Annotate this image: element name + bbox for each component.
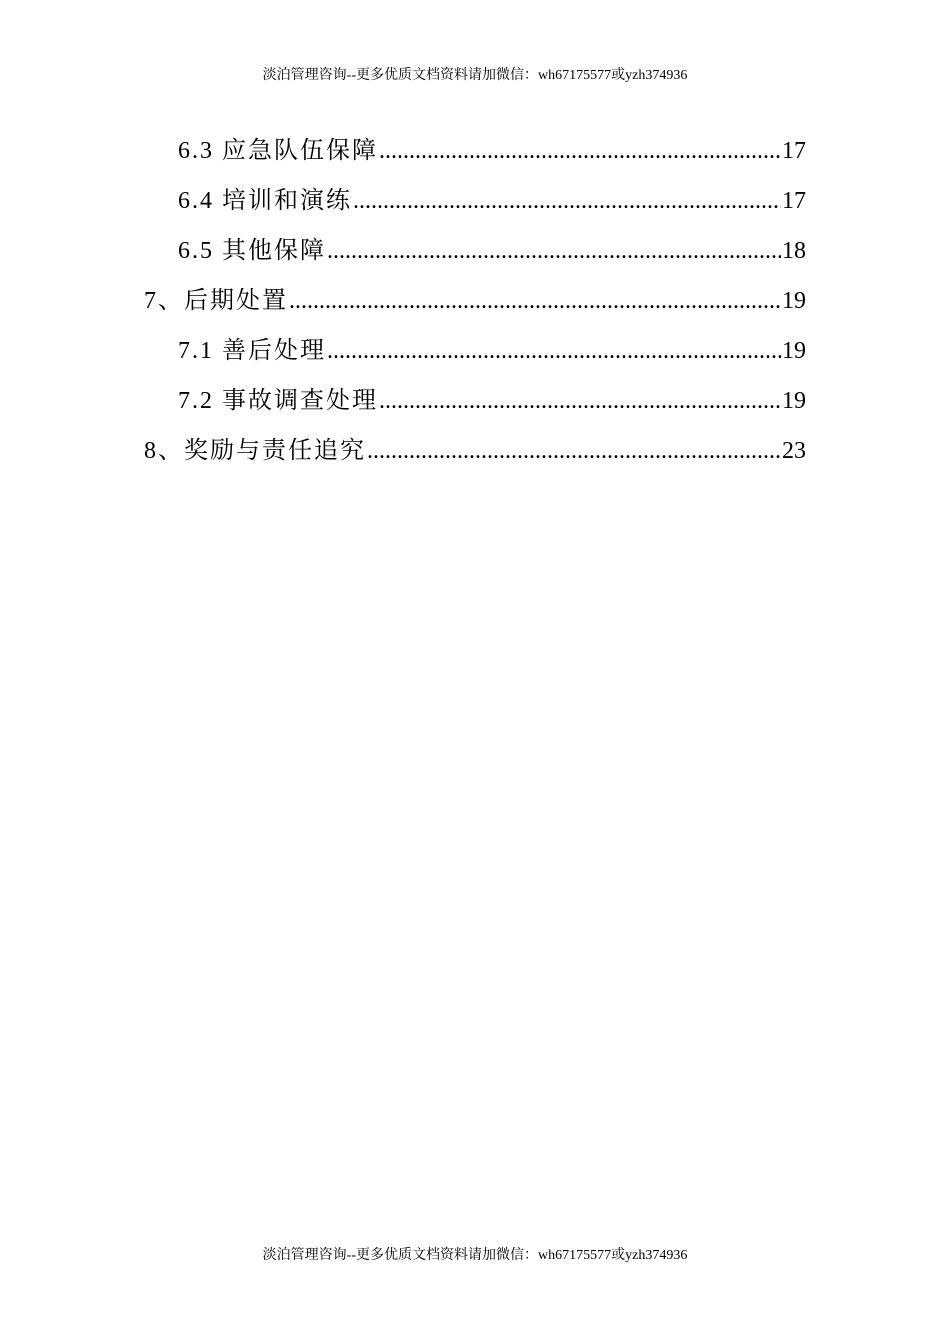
toc-leader-dots xyxy=(367,436,781,466)
page-header: 淡泊管理咨询--更多优质文档资料请加微信：wh67175577或yzh374936 xyxy=(262,68,688,83)
toc-entry-label: 6.4 培训和演练 xyxy=(178,188,352,214)
toc-leader-dots xyxy=(327,336,781,366)
toc-entry-label: 6.3 应急队伍保障 xyxy=(178,138,378,164)
toc-entry-label: 8、奖励与责任追究 xyxy=(144,438,366,464)
toc-leader-dots xyxy=(353,186,781,216)
toc-entry-label: 6.5 其他保障 xyxy=(178,238,326,264)
toc-entry-6-5[interactable] xyxy=(178,226,806,266)
toc-entry-page-number: 19 xyxy=(782,338,806,364)
toc-entry-8[interactable] xyxy=(144,426,806,466)
toc-entry-7-2[interactable] xyxy=(178,376,806,416)
toc-entry-label: 7、后期处置 xyxy=(144,288,288,314)
toc-entry-page-number: 18 xyxy=(782,238,806,264)
toc-entry-page-number: 17 xyxy=(782,138,806,164)
toc-entry-7[interactable] xyxy=(144,276,806,316)
toc-entry-6-3[interactable] xyxy=(178,126,806,166)
toc-entry-page-number: 19 xyxy=(782,288,806,314)
toc-entry-label: 7.1 善后处理 xyxy=(178,338,326,364)
toc-entry-page-number: 17 xyxy=(782,188,806,214)
toc-leader-dots xyxy=(379,136,781,166)
toc-leader-dots xyxy=(289,286,781,316)
page-footer: 淡泊管理咨询--更多优质文档资料请加微信：wh67175577或yzh374936 xyxy=(262,1248,688,1263)
toc-entry-6-4[interactable] xyxy=(178,176,806,216)
toc-leader-dots xyxy=(327,236,781,266)
toc-entry-label: 7.2 事故调查处理 xyxy=(178,388,378,414)
toc-entry-page-number: 19 xyxy=(782,388,806,414)
toc-leader-dots xyxy=(379,386,781,416)
toc-entry-7-1[interactable] xyxy=(178,326,806,366)
toc-entry-page-number: 23 xyxy=(782,438,806,464)
